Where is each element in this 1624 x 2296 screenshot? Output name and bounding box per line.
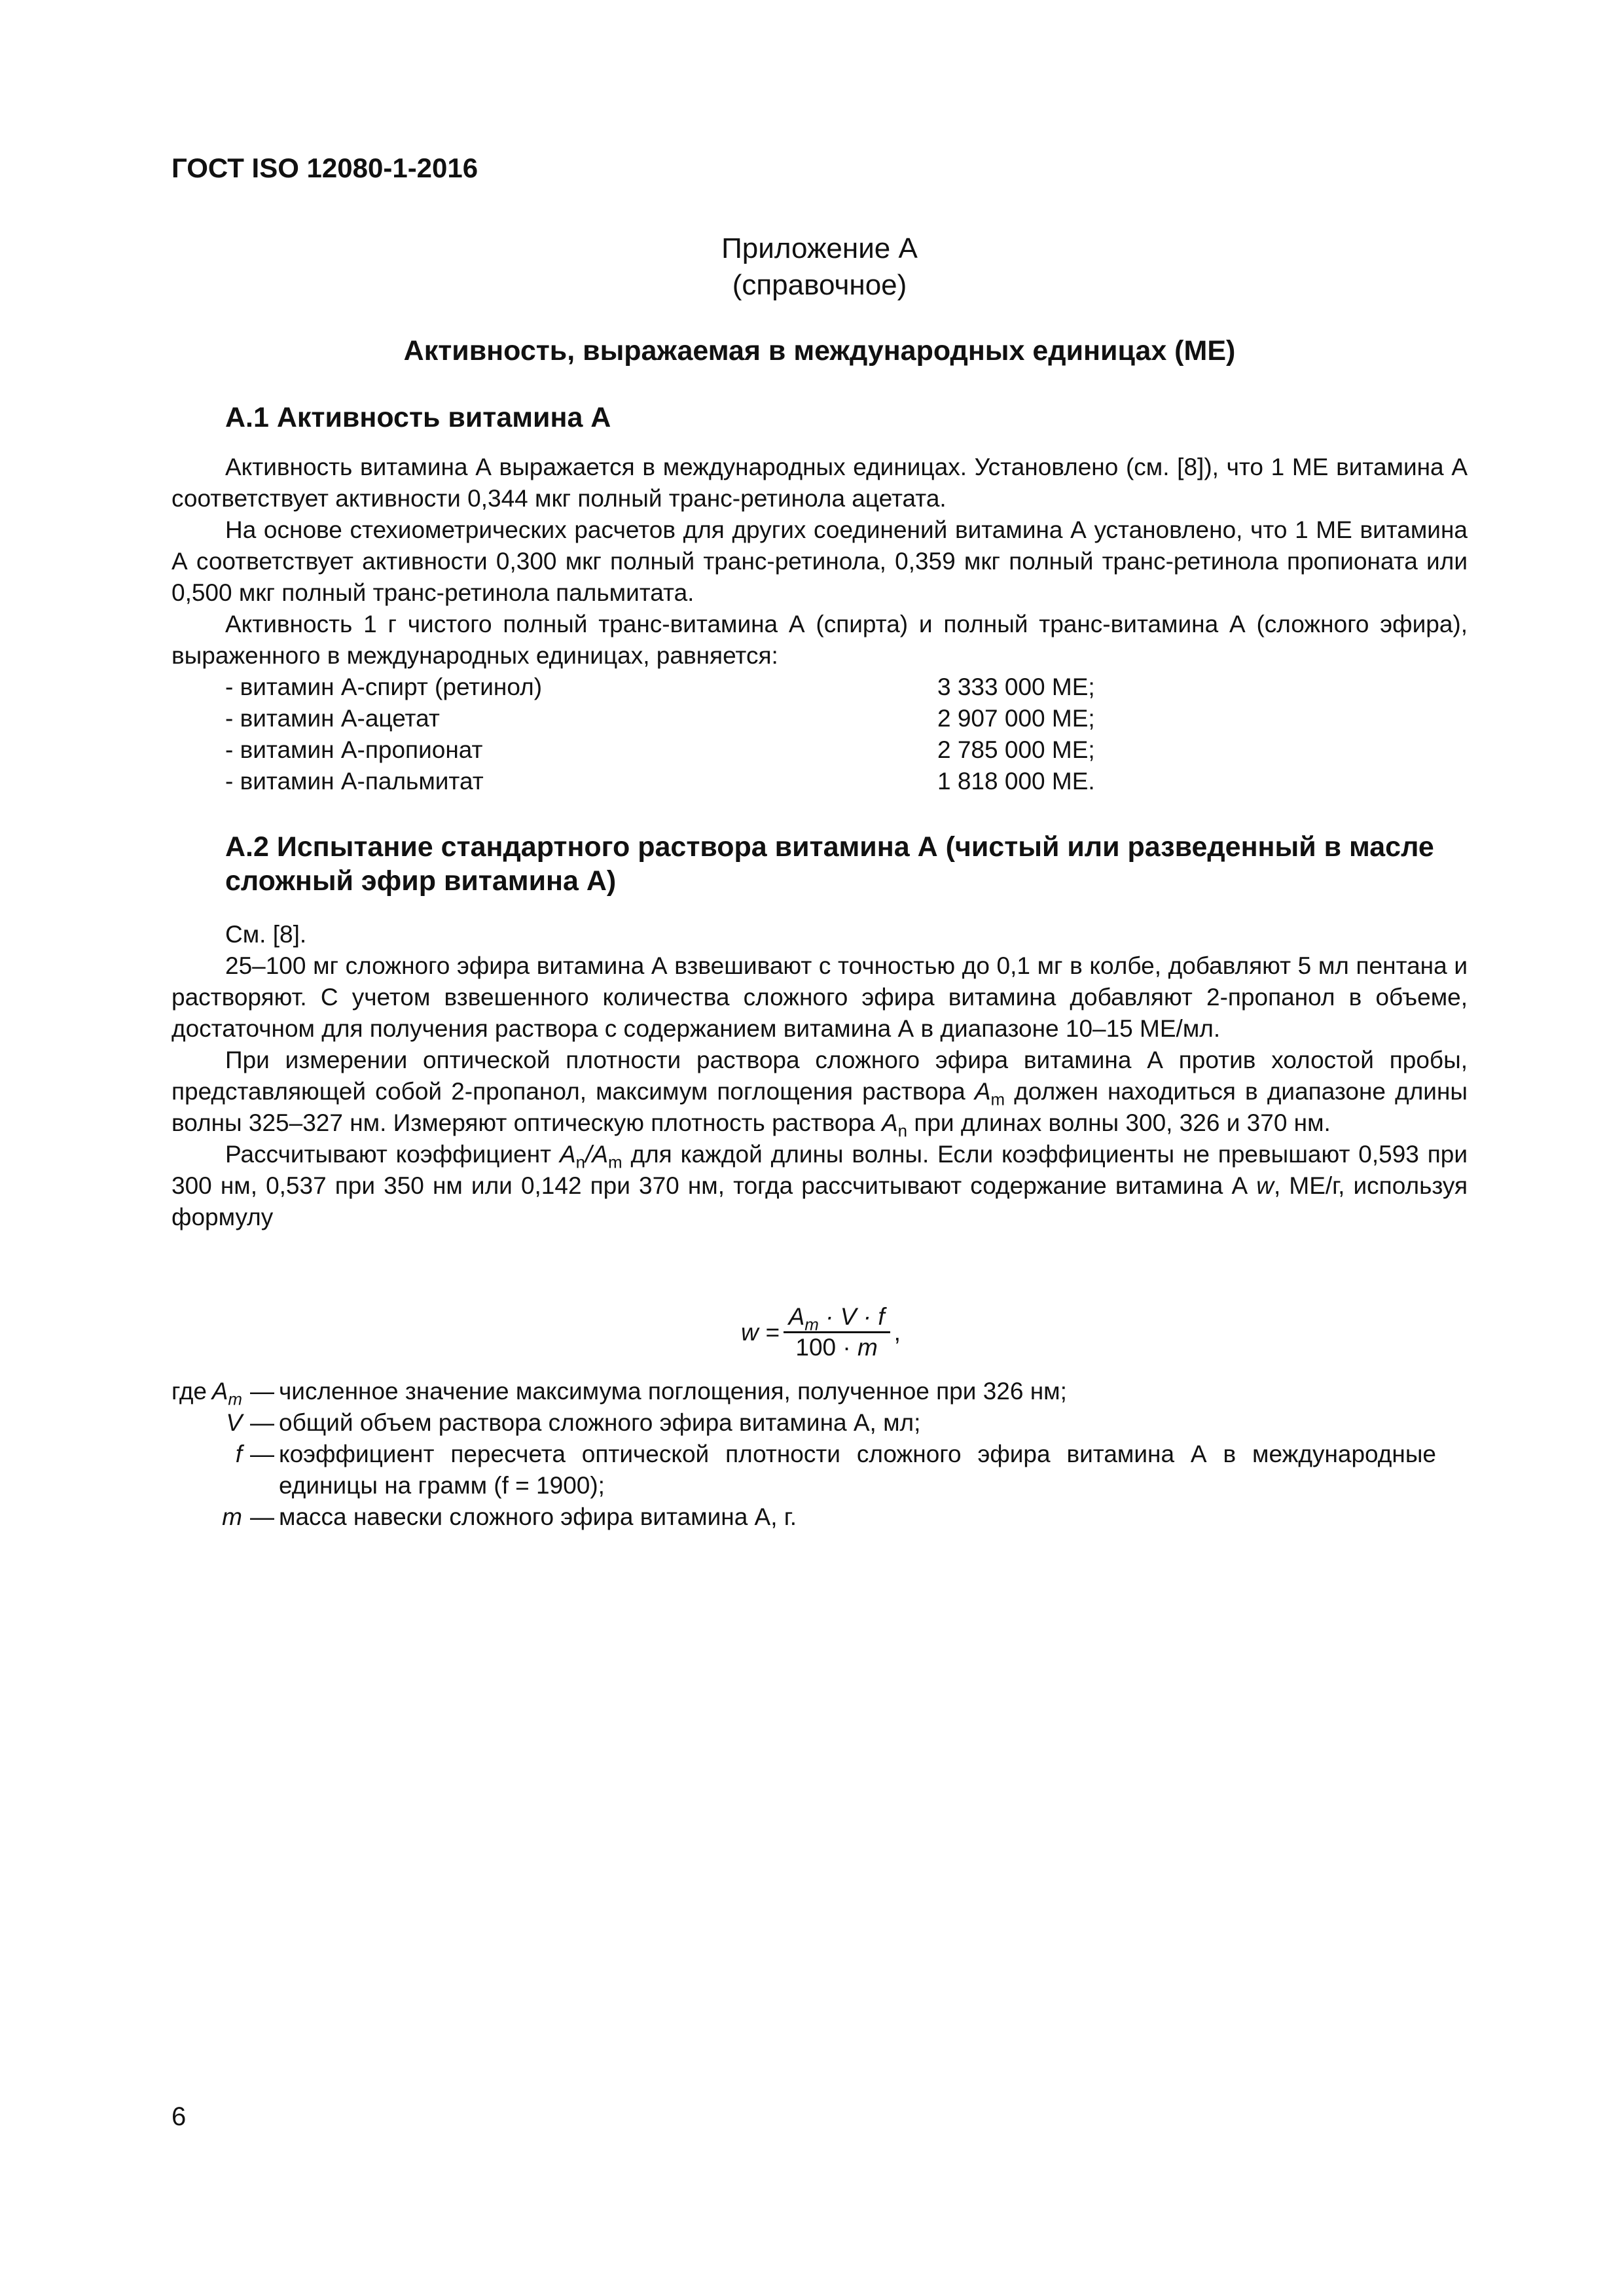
paragraph-text: Рассчитывают коэффициент xyxy=(225,1141,552,1168)
formula xyxy=(741,1302,901,1362)
list-item xyxy=(225,766,1207,797)
paragraph: На основе стехиометрических расчетов для других соединений витамина А установлено, что 1 МЕ витамина А соответствует активности 0,300 мкг полный транс-ретинола, 0,359 мкг полный транс-ретинола пропионата или 0,500 мкг полный транс-ретинола пальмитата. xyxy=(171,516,1468,606)
paragraph: Активность 1 г чистого полный транс-витамина А (спирта) и полный транс-витамина А (сложного эфира), выраженного в международных единицах, равняется: xyxy=(171,611,1468,669)
list-item xyxy=(225,703,1207,734)
where-dash: — xyxy=(250,1409,274,1436)
list-item xyxy=(225,734,1207,766)
where-symbol-text: A xyxy=(211,1378,228,1405)
paragraph: См. [8]. xyxy=(225,921,307,948)
list-item-name: - витамин А-спирт (ретинол) xyxy=(225,673,543,700)
symbol-slash: / xyxy=(585,1141,592,1168)
running-header: ГОСТ ISO 12080-1-2016 xyxy=(171,152,478,183)
where-list xyxy=(171,1376,1468,1533)
symbol-w: w xyxy=(1256,1172,1274,1199)
where-dash: — xyxy=(250,1378,274,1405)
annex-heading: Активность, выражаемая в международных единицах (МЕ) xyxy=(403,335,1236,367)
where-symbol xyxy=(202,1376,250,1407)
list-item-value: 1 818 000 МЕ. xyxy=(937,768,1095,795)
formula-den-symbol: m xyxy=(857,1334,878,1361)
annex-title-block xyxy=(171,230,1468,304)
where-item xyxy=(171,1501,1468,1533)
formula-num-symbol: A xyxy=(788,1303,805,1330)
symbol-subscript: m xyxy=(990,1090,1005,1109)
list-item-value: 2 785 000 МЕ; xyxy=(937,736,1095,763)
list-item xyxy=(225,672,1207,703)
symbol-subscript: n xyxy=(897,1122,908,1141)
section-a1-heading: А.1 Активность витамина А xyxy=(225,402,611,433)
paragraph-text: , МЕ/г, используя формулу xyxy=(171,1172,1468,1230)
symbol-a: A xyxy=(974,1078,991,1105)
annex-subtitle: (справочное) xyxy=(732,269,907,301)
activity-list xyxy=(225,672,1207,797)
where-lead: где xyxy=(171,1378,208,1405)
section-a2-body xyxy=(171,919,1468,1233)
formula-tail: , xyxy=(893,1318,901,1346)
where-description: численное значение максимума поглощения, полученное при 326 нм; xyxy=(279,1378,1067,1405)
symbol-subscript: n xyxy=(575,1153,586,1172)
where-dash: — xyxy=(250,1503,274,1530)
where-symbol: V xyxy=(226,1409,242,1436)
where-dash: — xyxy=(250,1441,274,1467)
symbol-subscript: m xyxy=(608,1153,623,1172)
formula-lhs: w = xyxy=(741,1318,780,1346)
formula-denominator xyxy=(795,1333,877,1362)
paragraph xyxy=(171,1045,1468,1139)
list-item-name: - витамин А-ацетат xyxy=(225,705,440,732)
formula-numerator xyxy=(784,1302,890,1333)
symbol-a: A xyxy=(559,1141,576,1168)
formula-num-subscript: m xyxy=(804,1316,819,1335)
where-symbol: m xyxy=(222,1503,242,1530)
paragraph xyxy=(171,1139,1468,1233)
formula-num-rest: · V · f xyxy=(818,1303,885,1330)
list-item-name: - витамин А-пропионат xyxy=(225,736,483,763)
section-a2-heading: А.2 Испытание стандартного раствора витамина А (чистый или разведенный в масле сложный эфир витамина А) xyxy=(225,831,1434,897)
list-item-value: 3 333 000 МЕ; xyxy=(937,673,1095,700)
paragraph: 25–100 мг сложного эфира витамина А взвешивают с точностью до 0,1 мг в колбе, добавляют 5 мл пентана и растворяют. С учетом взвешенного количества сложного эфира витамина добавляют 2-пропанол в объеме, достаточном для получения раствора с содержанием витамина А в диапазоне 10–15 МЕ/мл. xyxy=(171,952,1468,1042)
where-symbol-subscript: m xyxy=(228,1390,242,1409)
paragraph: Активность витамина А выражается в международных единицах. Установлено (см. [8]), что 1 МЕ витамина А соответствует активности 0,344 мкг полный транс-ретинола ацетата. xyxy=(171,454,1468,512)
formula-den-number: 100 · xyxy=(795,1334,857,1361)
where-description: коэффициент пересчета оптической плотности сложного эфира витамина А в международные единицы на грамм (f = 1900); xyxy=(279,1441,1436,1499)
paragraph-text: При измерении оптической плотности раствора сложного эфира витамина А против холостой пробы, представляющей собой 2-пропанол, максимум поглощения раствора xyxy=(171,1047,1468,1105)
where-description: общий объем раствора сложного эфира витамина А, мл; xyxy=(279,1409,921,1436)
section-a1-body xyxy=(171,452,1468,672)
where-item xyxy=(171,1376,1468,1407)
symbol-a: A xyxy=(592,1141,609,1168)
paragraph-text: при длинах волны 300, 326 и 370 нм. xyxy=(914,1109,1331,1136)
paragraph-text: должен находиться в диапазоне длины волны 325–327 нм. Измеряют оптическую плотность раствора xyxy=(171,1078,1468,1136)
symbol-a: A xyxy=(881,1109,898,1136)
annex-title: Приложение А xyxy=(721,232,918,264)
paragraph-text: для каждой длины волны. Если коэффициенты не превышают 0,593 при 300 нм, 0,537 при 350 нм или 0,142 при 370 нм, тогда рассчитывают содержание витамина А xyxy=(171,1141,1468,1199)
list-item-name: - витамин А-пальмитат xyxy=(225,768,484,795)
where-description: масса навески сложного эфира витамина А, г. xyxy=(279,1503,797,1530)
where-symbol: f xyxy=(235,1441,242,1467)
where-item xyxy=(171,1439,1468,1501)
formula-fraction xyxy=(784,1302,890,1362)
page-number: 6 xyxy=(171,2102,187,2131)
where-item xyxy=(171,1407,1468,1439)
list-item-value: 2 907 000 МЕ; xyxy=(937,705,1095,732)
